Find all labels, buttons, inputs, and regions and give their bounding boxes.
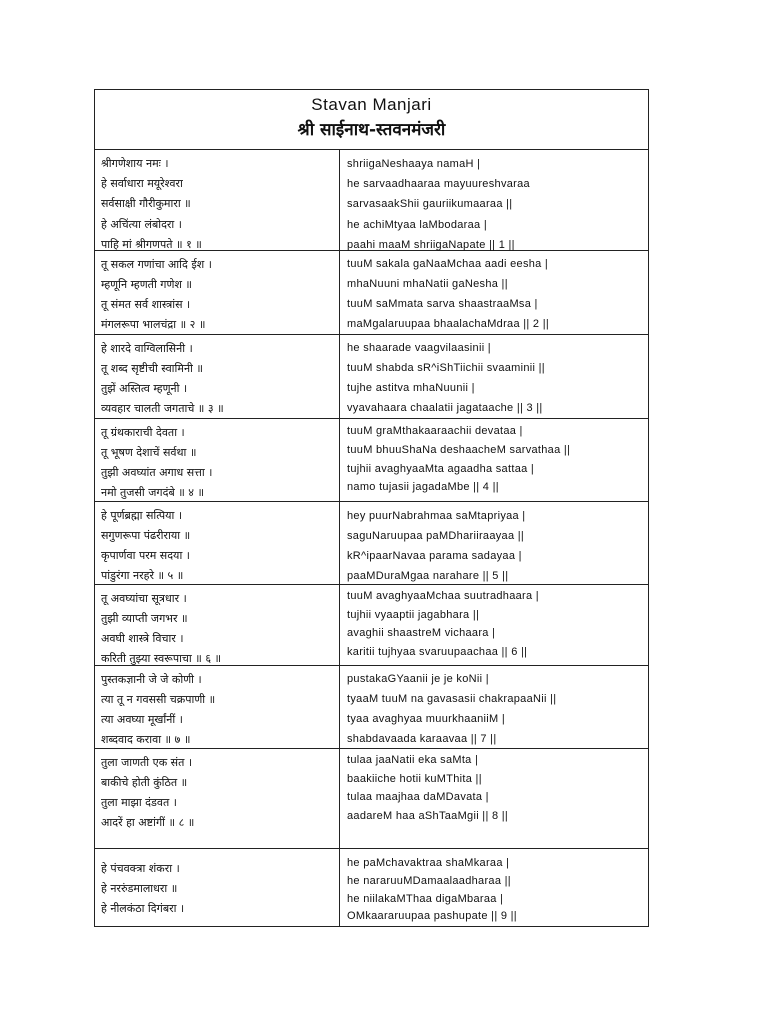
marathi-line: हे नीलकंठा दिगंबरा । <box>101 902 185 915</box>
verse-3 <box>95 335 648 419</box>
transliteration-line: tyaa avaghyaa muurkhaaniiM | <box>347 713 506 725</box>
verse-transliteration <box>340 251 648 334</box>
transliteration-line: tuuM shabda sR^iShTiichii svaaminii || <box>347 362 545 374</box>
marathi-line: हे पूर्णब्रह्मा सत्पिया । <box>101 509 183 522</box>
marathi-line: तू अवघ्यांचा सूत्रधार । <box>101 592 187 605</box>
transliteration-line: tulaa maajhaa daMDavata | <box>347 791 489 803</box>
marathi-line: सर्वसाक्षी गौरीकुमारा ॥ <box>101 197 191 211</box>
transliteration-line: paahi maaM shriigaNapate || 1 || <box>347 238 515 251</box>
transliteration-line: tujhe astitva mhaNuunii | <box>347 382 475 394</box>
verse-transliteration <box>340 150 648 250</box>
transliteration-line: hey puurNabrahmaa saMtapriyaa | <box>347 510 526 522</box>
marathi-line: तुला माझा दंडवत । <box>101 796 177 809</box>
transliteration-line: namo tujasii jagadaMbe || 4 || <box>347 481 499 494</box>
transliteration-line: he sarvaadhaaraa mayuureshvaraa <box>347 178 530 191</box>
transliteration-line: vyavahaara chaalatii jagataache || 3 || <box>347 402 543 414</box>
stavan-document <box>94 89 649 927</box>
verse-transliteration <box>340 502 648 584</box>
marathi-line: कृपार्णवा परम सदया । <box>101 549 190 562</box>
marathi-line: आदरें हा अष्टांगीं ॥ ८ ॥ <box>101 816 195 829</box>
marathi-line: म्हणूनि म्हणती गणेश ॥ <box>101 278 193 291</box>
title-english: Stavan Manjari <box>311 95 432 114</box>
document-title-block <box>95 90 648 150</box>
verse-7 <box>95 666 648 749</box>
verse-marathi-text <box>95 419 340 501</box>
verse-4 <box>95 419 648 502</box>
marathi-line: तुझें अस्तित्व म्हणूनी । <box>101 382 188 395</box>
marathi-line: पुस्तकज्ञानी जे जे कोणी । <box>101 673 202 686</box>
transliteration-line: tuuM bhuuShaNa deshaacheM sarvathaa || <box>347 443 571 456</box>
verse-9 <box>95 849 648 926</box>
transliteration-line: mhaNuuni mhaNatii gaNesha || <box>347 278 508 290</box>
marathi-line: त्या तू न गवससी चक्रपाणी ॥ <box>101 693 216 706</box>
transliteration-line: avaghii shaastreM vichaara | <box>347 627 496 639</box>
marathi-line: अवघी शास्त्रे विचार । <box>101 632 184 645</box>
verse-1 <box>95 150 648 251</box>
marathi-line: व्यवहार चालती जगताचे ॥ ३ ॥ <box>101 402 224 415</box>
marathi-line: तू ग्रंथकाराची देवता । <box>101 426 185 439</box>
transliteration-line: tujhii avaghyaaMta agaadha sattaa | <box>347 462 535 475</box>
verse-transliteration <box>340 849 648 926</box>
verse-marathi-text <box>95 749 340 848</box>
verse-table <box>95 150 648 926</box>
marathi-line: मंगलरूपा भालचंद्रा ॥ २ ॥ <box>101 318 206 331</box>
marathi-line: तुला जाणती एक संत । <box>101 756 193 769</box>
marathi-line: त्या अवघ्या मूर्खांनीं । <box>101 713 183 726</box>
marathi-line: हे शारदे वाग्विलासिनी । <box>101 342 193 355</box>
title-marathi: श्री साईनाथ-स्तवनमंजरी <box>297 120 446 140</box>
verse-marathi-text <box>95 666 340 748</box>
marathi-line: बाकीचे होती कुंठित ॥ <box>101 776 188 789</box>
marathi-line: हे पंचवक्त्रा शंकरा । <box>101 862 180 875</box>
verse-5 <box>95 502 648 585</box>
marathi-line: करिती तुझ्या स्वरूपाचा ॥ ६ ॥ <box>101 652 222 665</box>
verse-transliteration <box>340 749 648 848</box>
transliteration-line: tuuM saMmata sarva shaastraaMsa | <box>347 298 538 310</box>
transliteration-line: saguNaruupaa paMDhariiraayaa || <box>347 530 525 542</box>
transliteration-line: tuuM avaghyaaMchaa suutradhaara | <box>347 590 539 602</box>
verse-8 <box>95 749 648 849</box>
marathi-line: तू सकल गणांचा आदि ईश । <box>101 258 212 271</box>
marathi-line: तुझी अवघ्यांत अगाध सत्ता । <box>101 466 213 479</box>
transliteration-line: tuuM graMthakaaraachii devataa | <box>347 425 523 437</box>
transliteration-line: tyaaM tuuM na gavasasii chakrapaaNii || <box>347 693 557 705</box>
transliteration-line: karitii tujhyaa svaruupaachaa || 6 || <box>347 645 528 658</box>
marathi-line: शब्दवाद करावा ॥ ७ ॥ <box>101 733 191 746</box>
marathi-line: तू शब्द सृष्टीची स्वामिनी ॥ <box>101 362 203 375</box>
verse-transliteration <box>340 666 648 748</box>
transliteration-line: paaMDuraMgaa narahare || 5 || <box>347 570 509 582</box>
marathi-line: तू भूषण देशाचें सर्वथा ॥ <box>101 446 197 459</box>
transliteration-line: baakiiche hotii kuMThita || <box>347 772 482 785</box>
marathi-line: सगुणरूपा पंढरीराया ॥ <box>101 529 191 542</box>
transliteration-line: tulaa jaaNatii eka saMta | <box>347 754 479 766</box>
marathi-line: पांडुरंगा नरहरे ॥ ५ ॥ <box>101 569 184 582</box>
transliteration-line: he achiMtyaa laMbodaraa | <box>347 218 487 231</box>
verse-marathi-text <box>95 335 340 418</box>
verse-marathi-text <box>95 150 340 250</box>
transliteration-line: kR^ipaarNavaa parama sadayaa | <box>347 550 522 562</box>
verse-marathi-text <box>95 585 340 665</box>
transliteration-line: he niilakaMThaa digaMbaraa | <box>347 892 504 905</box>
verse-marathi-text <box>95 251 340 334</box>
transliteration-line: pustakaGYaanii je je koNii | <box>347 673 489 685</box>
verse-transliteration <box>340 419 648 501</box>
verse-6 <box>95 585 648 666</box>
transliteration-line: OMkaararuupaa pashupate || 9 || <box>347 910 517 923</box>
transliteration-line: maMgalaruupaa bhaalachaMdraa || 2 || <box>347 318 550 330</box>
transliteration-line: shabdavaada karaavaa || 7 || <box>347 733 497 745</box>
verse-transliteration <box>340 335 648 418</box>
verse-2 <box>95 251 648 335</box>
transliteration-line: tuuM sakala gaNaaMchaa aadi eesha | <box>347 258 549 270</box>
transliteration-line: tujhii vyaaptii jagabhara || <box>347 608 480 621</box>
marathi-line: हे अचिंत्या लंबोदरा । <box>101 217 182 231</box>
marathi-line: तू संमत सर्व शास्त्रांस । <box>101 298 191 311</box>
transliteration-line: he paMchavaktraa shaMkaraa | <box>347 857 510 869</box>
marathi-line: नमो तुजसी जगदंबे ॥ ४ ॥ <box>101 486 205 499</box>
marathi-line: हे सर्वाधारा मयूरेश्वरा <box>101 177 183 191</box>
marathi-line: तुझी व्याप्ती जगभर ॥ <box>101 612 188 625</box>
transliteration-line: aadareM haa aShTaaMgii || 8 || <box>347 809 509 822</box>
transliteration-line: he shaarade vaagvilaasinii | <box>347 342 491 354</box>
marathi-line: हे नररुंडमालाधरा ॥ <box>101 882 178 895</box>
transliteration-line: shriigaNeshaaya namaH | <box>347 158 481 170</box>
marathi-line: पाहि मां श्रीगणपते ॥ १ ॥ <box>101 237 202 251</box>
marathi-line: श्रीगणेशाय नमः । <box>101 157 169 170</box>
verse-marathi-text <box>95 849 340 926</box>
verse-transliteration <box>340 585 648 665</box>
transliteration-line: he nararuuMDamaalaadharaa || <box>347 874 511 887</box>
verse-marathi-text <box>95 502 340 584</box>
transliteration-line: sarvasaakShii gauriikumaaraa || <box>347 198 513 211</box>
